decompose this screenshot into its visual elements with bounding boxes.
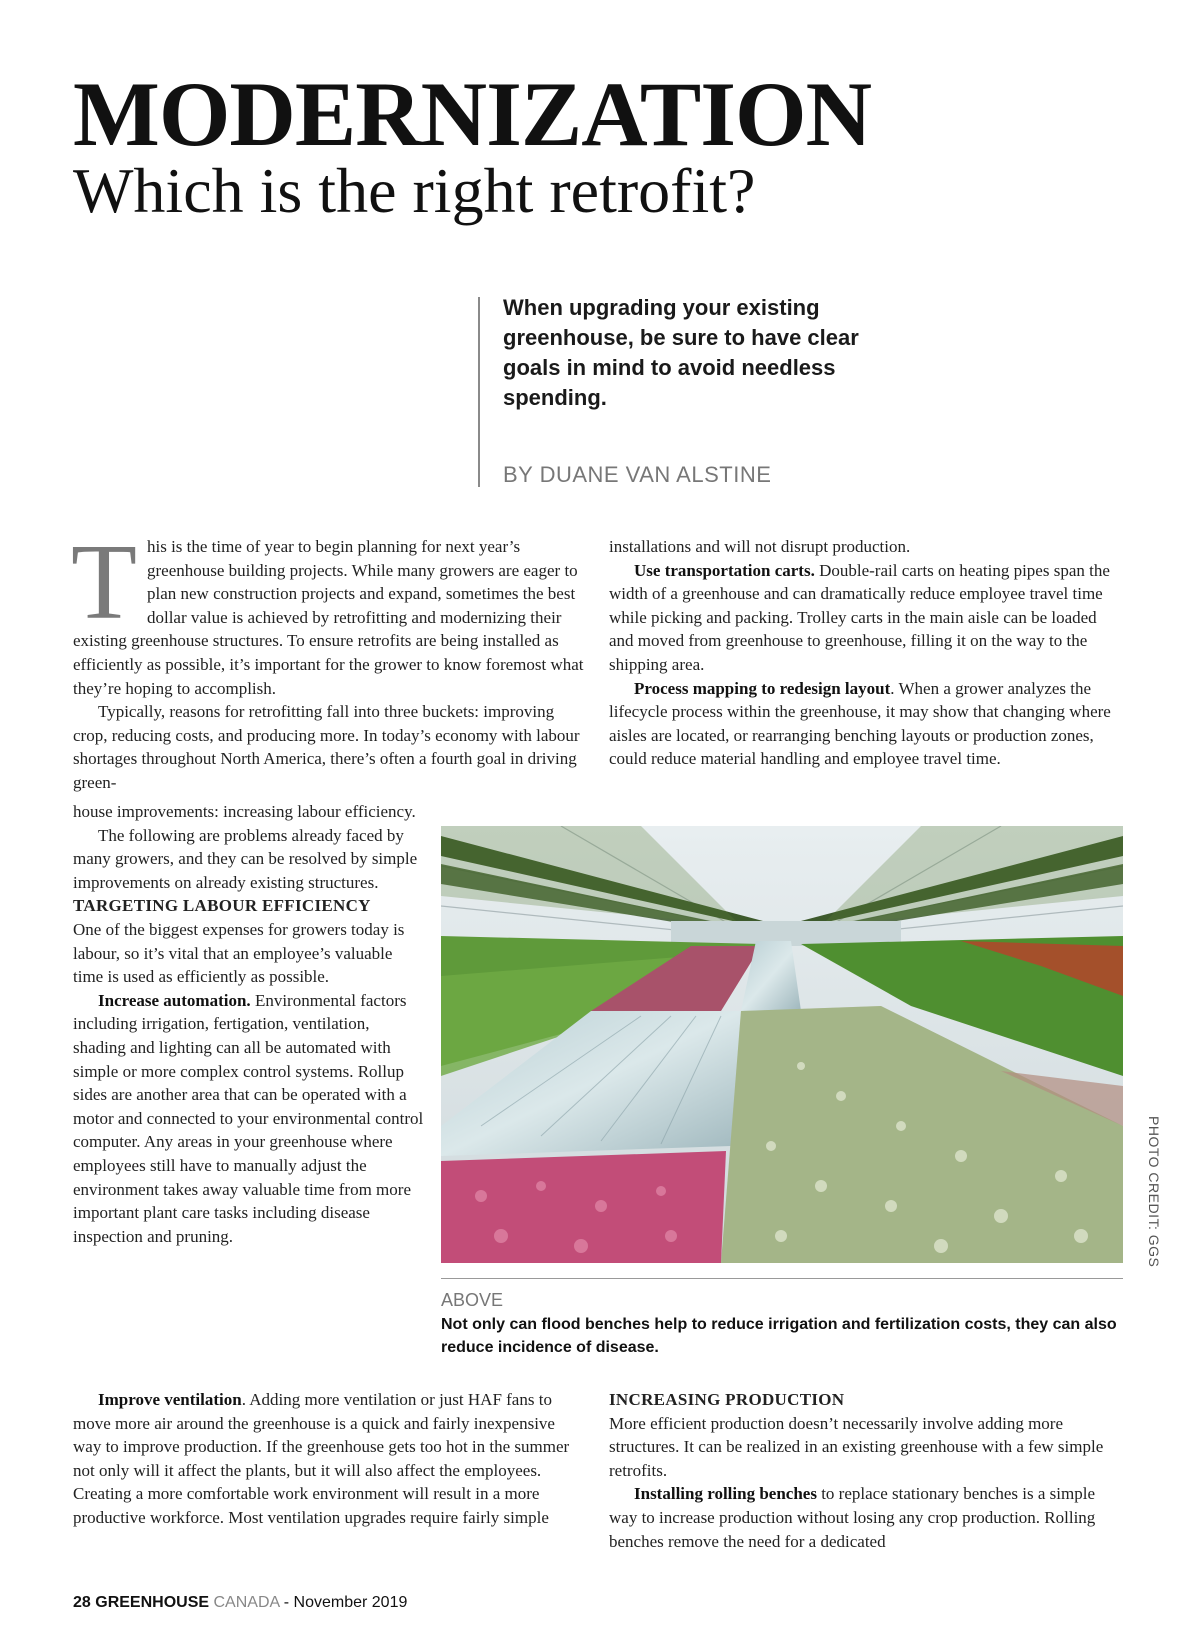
paragraph-installations: installations and will not disrupt production.: [609, 537, 911, 556]
paragraph-buckets-cont: house improvements: increasing labour efficiency.: [73, 802, 416, 821]
greenhouse-photo: [441, 826, 1123, 1263]
column-1-top: [71, 523, 587, 795]
issue-date: - November 2019: [283, 1594, 408, 1611]
section-heading-labour: TARGETING LABOUR EFFICIENCY: [73, 896, 371, 916]
caption-rule: [441, 1278, 1123, 1279]
section-heading-production: INCREASING PRODUCTION: [609, 1390, 845, 1409]
page-footer: [73, 1594, 407, 1612]
paragraph-problems: The following are problems already faced by many growers, and they can be resolved by simple improvements on already existing structures.: [73, 825, 418, 892]
magazine-brand: GREENHOUSE: [95, 1594, 210, 1611]
paragraph-ventilation: Improve ventilation. Adding more ventilation or just HAF fans to move more air around the greenhouse is a quick and fairly inexpensive way to improve production. If the greenhouse gets too hot in the summer not only will it affect the plants, but it will also affect the employees. Creating a more comfortable work environment will result in a more productive workforce. Most ventilation upgrades require fairly simple: [73, 1390, 570, 1527]
column-2-top: [609, 535, 1123, 771]
paragraph-process-mapping: Process mapping to redesign layout. When a grower analyzes the lifecycle process within the greenhouse, it may show that changing where aisles are located, or rearranging benching layouts or production zones, could reduce material handling and employee travel time.: [609, 678, 1111, 769]
paragraph-intro: This is the time of year to begin planning for next year’s greenhouse building projects. While many growers are eager to plan new construction projects and expand, sometimes the best dollar value is achieved by retrofitting and modernizing their existing greenhouse structures. To ensure retrofits are being installed as efficiently as possible, it’s important for the grower to know foremost what they’re hoping to accomplish.: [71, 523, 584, 698]
photo-credit: PHOTO CREDIT: GGS: [1146, 1116, 1162, 1268]
caption-label: ABOVE: [441, 1290, 504, 1310]
column-1-bottom: [73, 1388, 587, 1530]
column-2-bottom: [609, 1388, 1123, 1553]
byline: BY DUANE VAN ALSTINE: [503, 462, 772, 487]
paragraph-automation: Increase automation. Environmental factors including irrigation, fertigation, ventilation, shading and lighting can all be automated with simple or more complex control systems. Rollup sides are another area that can be operated with a motor and connected to your environmental control computer. Any areas in your greenhouse where employees still have to manually adjust the environment takes away valuable time from more important plant care tasks including disease inspection and pruning.: [73, 990, 424, 1246]
article-deck: When upgrading your existing greenhouse, be sure to have clear goals in mind to avoid needless spending.: [503, 295, 859, 410]
deck-rule: [478, 297, 480, 487]
paragraph-labour: One of the biggest expenses for growers today is labour, so it’s vital that an employee’s valuable time is used as efficiently as possible.: [73, 919, 405, 987]
article-title: MODERNIZATION: [73, 63, 872, 165]
magazine-brand-canada: CANADA: [213, 1594, 280, 1611]
paragraph-rolling-benches: Installing rolling benches to replace stationary benches is a simple way to increase production without losing any crop production. Rolling benches remove the need for a dedicated: [609, 1484, 1096, 1551]
paragraph-carts: Use transportation carts. Double-rail carts on heating pipes span the width of a greenhouse and can dramatically reduce employee travel time while picking and packing. Trolley carts in the main aisle can be loaded and moved from greenhouse to greenhouse, filling it on the way to the shipping area.: [609, 560, 1110, 674]
column-1-narrow: [73, 800, 426, 1248]
greenhouse-illustration: [441, 826, 1123, 1263]
drop-cap: T: [71, 523, 137, 642]
paragraph-production: More efficient production doesn’t necessarily involve adding more structures. It can be realized in an existing greenhouse with a few simple retrofits.: [609, 1413, 1104, 1480]
photo-caption: Not only can flood benches help to reduce irrigation and fertilization costs, they can also reduce incidence of disease.: [441, 1316, 1117, 1356]
article-subtitle: Which is the right retrofit?: [73, 155, 756, 226]
paragraph-buckets: Typically, reasons for retrofitting fall into three buckets: improving crop, reducing costs, and producing more. In today’s economy with labour shortages throughout North America, there’s often a fourth goal in driving green-: [73, 702, 580, 792]
page-number: 28: [73, 1594, 91, 1611]
